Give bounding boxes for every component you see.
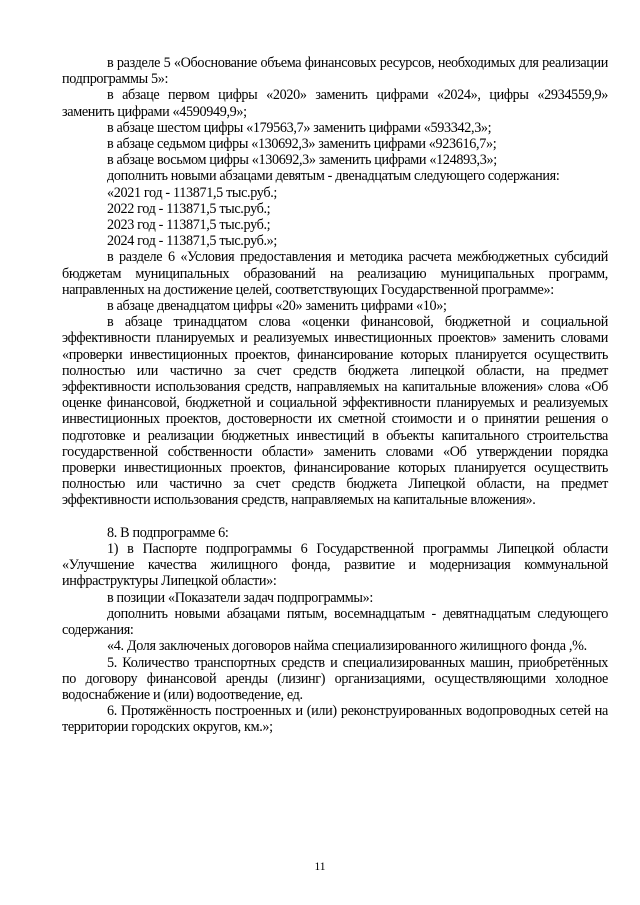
paragraph: 1) в Паспорте подпрограммы 6 Государственной программы Липецкой области «Улучшение качества жилищного фонда, развитие и модернизация коммунальной инфраструктуры Липецкой области»: [62,541,608,590]
paragraph: «2021 год - 113871,5 тыс.руб.; [107,184,278,201]
paragraph: 5. Количество транспортных средств и специализированных машин, приобретённых по договору финансовой аренды (лизинг) организациями, осуществляющими холодное водоснабжение и (или) водоотведение, ед. [62,654,608,703]
paragraph: «4. Доля заключеных договоров найма специализированного жилищного фонда ,%. [107,638,587,655]
paragraph: в абзаце восьмом цифры «130692,3» заменить цифрами «124893,3»; [107,152,497,169]
paragraph: 6. Протяжённость построенных и (или) реконструированных водопроводных сетей на территории городских округов, км.»; [62,703,608,736]
paragraph: в абзаце тринадцатом слова «оценки финансовой, бюджетной и социальной эффективности планируемых и реализуемых инвестиционных проектов» заменить словами «проверки инвестиционных проектов, финансирование которых планируется осуществить полностью или частично за счет средств бюджета липецкой области, на предмет эффективности использования средств, направляемых на капитальные вложения» слова «Об оценке финансовой, бюджетной и социальной эффективности планируемых и реализуемых инвестиционных проектов, достоверности их сметной стоимости и о принятии решения о подготовке и реализации бюджетных инвестиций в объекты капитального строительства государственной собственности области» заменить словами «Об утверждении порядка проверки инвестиционных проектов, финансирование которых планируется осуществить полностью или частично за счет средств бюджета Липецкой области, на предмет эффективности использования средств, направляемых на капитальные вложения». [62,314,608,509]
page-number: 11 [314,861,326,873]
paragraph: дополнить новыми абзацами девятым - двенадцатым следующего содержания: [107,168,560,185]
paragraph: в разделе 5 «Обоснование объема финансовых ресурсов, необходимых для реализации подпрограммы 5»: [62,55,608,88]
paragraph: 2024 год - 113871,5 тыс.руб.»; [107,233,278,250]
paragraph: дополнить новыми абзацами пятым, восемнадцатым - девятнадцатым следующего содержания: [62,605,608,639]
paragraph: 2023 год - 113871,5 тыс.руб.; [107,217,271,234]
document-body [62,55,608,736]
paragraph: в абзаце первом цифры «2020» заменить цифрами «2024», цифры «2934559,9» заменить цифрами «4590949,9»; [62,87,608,120]
paragraph: 2022 год - 113871,5 тыс.руб.; [107,200,271,217]
paragraph: в абзаце двенадцатом цифры «20» заменить цифрами «10»; [107,298,447,315]
paragraph: в абзаце шестом цифры «179563,7» заменить цифрами «593342,3»; [107,119,492,136]
paragraph: в абзаце седьмом цифры «130692,3» заменить цифрами «923616,7»; [107,136,497,153]
paragraph: в разделе 6 «Условия предоставления и методика расчета межбюджетных субсидий бюджетам муниципальных образований на реализацию муниципальных программ, направленных на достижение целей, соответствующих Государственной программе»: [62,249,608,298]
paragraph: в позиции «Показатели задач подпрограммы»: [107,589,373,606]
section-heading: 8. В подпрограмме 6: [107,524,229,541]
